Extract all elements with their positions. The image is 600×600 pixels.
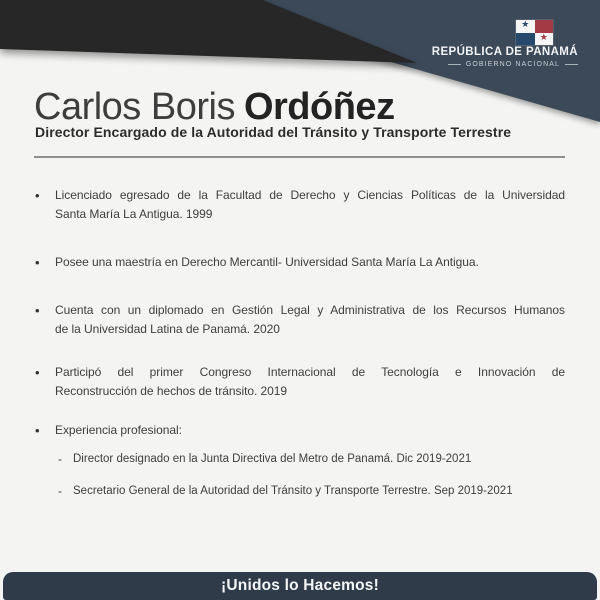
bio-bullet-education — [35, 186, 567, 224]
bio-bullet-masters — [35, 253, 567, 272]
bullet-line: Participó del primer Congreso Internacional de Tecnología e Innovación de — [55, 365, 565, 379]
bio-bullet-congress — [35, 363, 567, 401]
person-role-title: Director Encargado de la Autoridad del Tránsito y Transporte Terrestre — [35, 124, 512, 140]
bullet-line: Experiencia profesional: — [55, 423, 182, 437]
divider-line — [34, 156, 565, 158]
experience-item-text: Secretario General de la Autoridad del Tránsito y Transporte Terrestre. Sep 2019-2021 — [73, 485, 513, 497]
person-first-names: Carlos Boris — [34, 86, 235, 128]
dash-line-right — [565, 64, 578, 65]
government-label: GOBIERNO NACIONAL — [465, 61, 560, 68]
dash-bullet-icon: - — [58, 484, 62, 498]
blue-star-icon: ★ — [521, 20, 530, 31]
bullet-line: Reconstrucción de hechos de tránsito. 2019 — [55, 384, 288, 398]
footer-slogan-banner — [3, 572, 597, 600]
flag-quadrant-white-red-star — [535, 33, 554, 46]
flag-quadrant-red — [535, 20, 554, 33]
bullet-line: Cuenta con un diplomado en Gestión Legal y Administrativa de los Recursos Humanos — [55, 303, 565, 317]
experience-item-metro — [58, 451, 588, 468]
flag-quadrant-white-blue-star — [516, 20, 535, 33]
panama-flag-icon — [516, 20, 553, 45]
republic-label: REPÚBLICA DE PANAMÁ — [431, 46, 578, 58]
footer-slogan-text: ¡Unidos lo Hacemos! — [221, 577, 379, 594]
bio-bullet-experience-heading — [35, 421, 567, 440]
experience-item-attt — [58, 483, 588, 500]
bullet-icon: • — [35, 255, 40, 270]
bio-bullet-diploma — [35, 301, 567, 339]
government-label-row — [448, 61, 578, 68]
bullet-line: de la Universidad Latina de Panamá. 2020 — [55, 322, 280, 336]
dash-line-left — [448, 64, 461, 65]
bullet-icon: • — [35, 423, 40, 438]
flag-quadrant-blue — [516, 33, 535, 46]
person-last-name: Ordóñez — [243, 86, 395, 128]
bullet-line: Santa María La Antigua. 1999 — [55, 207, 213, 221]
bullet-icon: • — [35, 365, 40, 380]
bullet-icon: • — [35, 303, 40, 318]
experience-item-text: Director designado en la Junta Directiva del Metro de Panamá. Dic 2019-2021 — [73, 453, 472, 465]
bullet-line: Licenciado egresado de la Facultad de Derecho y Ciencias Políticas de la Universidad — [55, 188, 565, 202]
person-name — [34, 87, 395, 127]
bullet-line: Posee una maestría en Derecho Mercantil- Universidad Santa María La Antigua. — [55, 255, 479, 269]
bullet-icon: • — [35, 188, 40, 203]
dash-bullet-icon: - — [58, 452, 62, 466]
red-star-icon: ★ — [539, 32, 548, 43]
